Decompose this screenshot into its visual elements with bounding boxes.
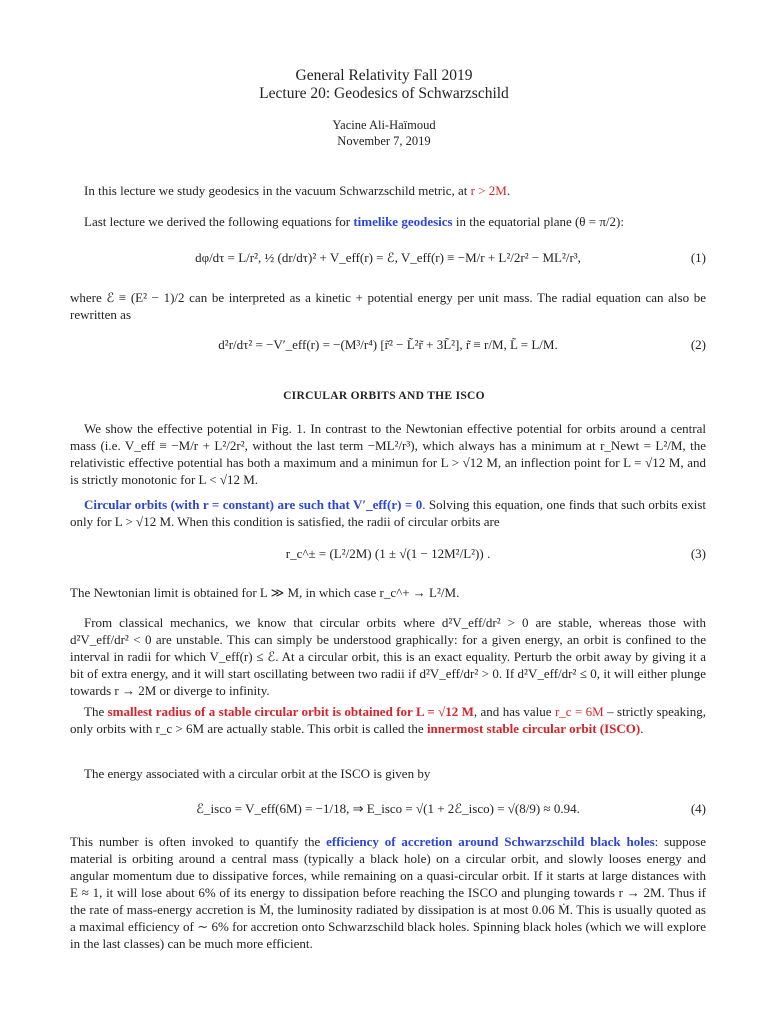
isco-highlight-1: smallest radius of a stable circular orbit is obtained for L = √12 M [107,704,474,719]
isco-paragraph [70,703,706,737]
intro-p2-start: Last lecture we derived the following equations for [84,214,354,229]
intro-p1-text: In this lecture we study geodesics in the vacuum Schwarzschild metric, at [84,183,471,198]
lecture-title-line1: General Relativity Fall 2019 [295,67,473,84]
intro-p2-highlight: timelike geodesics [353,214,453,229]
intro-paragraph-1 [70,182,706,199]
isco-p-mid1: , and has value [473,704,555,719]
equation-4: ℰ_isco = V_eff(6M) = −1/18, ⇒ E_isco = √(1 + 2ℰ_isco) = √(8/9) ≈ 0.94. [196,801,580,816]
circular-paragraph-2 [70,496,706,530]
equation-2-number: (2) [690,337,706,352]
equation-1: dφ/dτ = L/r², ½ (dr/dτ)² + V_eff(r) = ℰ, V_eff(r) ≡ −M/r + L²/2r² − ML²/r³, [195,250,581,265]
author-name: Yacine Ali-Haïmoud [332,118,436,132]
equation-3-number: (3) [690,546,706,561]
intro-p2-end: in the equatorial plane (θ = π/2): [452,214,624,229]
intro-paragraph-2 [70,213,706,230]
section-heading: CIRCULAR ORBITS AND THE ISCO [283,390,485,402]
intro-p1-highlight: r > 2M [470,183,507,198]
isco-p-mid2: – strictly speaking, only orbits with r_c > 6M are actually stable. This orbit is called the [70,704,706,736]
isco-highlight-2: r_c = 6M [554,704,604,719]
newtonian-limit-paragraph: The Newtonian limit is obtained for L ≫ M, in which case r_c^+ → L²/M. [70,585,460,600]
accretion-efficiency-paragraph [70,833,706,952]
equation-2: d²r/dτ² = −V′_eff(r) = −(M³/r⁴) [r̃² − L̃²r̃ + 3L̃²], r̃ ≡ r/M, L̃ = L/M. [218,337,558,352]
isco-p-start: The [84,704,108,719]
circular-p2-rest: . Solving this equation, one finds that such orbits exist only for L > √12 M. When this condition is satisfied, the radii of circular orbits are [70,497,706,529]
lecture-date: November 7, 2019 [337,134,431,148]
isco-p-end: . [640,721,644,736]
accretion-highlight: efficiency of accretion around Schwarzschild black holes [326,834,655,849]
equation-1-number: (1) [690,250,706,265]
lecture-title-line2: Lecture 20: Geodesics of Schwarzschild [259,85,509,102]
accretion-p-rest: : suppose material is orbiting around a central mass (typically a black hole) on a circular orbit, and slowly looses energy and angular momentum due to dissipative forces, while remaining on a quasi-circular orbit. If it starts at large distances with E ≈ 1, it will lose about 6% of its energy to dissipation before reaching the ISCO and plunging towards r → 2M. Thus if the rate of mass-energy accretion is Ṁ, the luminosity radiated by dissipation is at most 0.06 Ṁ. This is usually quoted as a maximal efficiency of ∼ 6% for accretion onto Schwarzschild black holes. Spinning black holes (which we will explore in the last classes) can be much more efficient. [70,834,707,951]
circular-p2-highlight: Circular orbits (with r = constant) are such that V′_eff(r) = 0 [84,497,423,512]
intro-p1-end: . [506,183,511,198]
after-eq1-paragraph: where ℰ ≡ (E² − 1)/2 can be interpreted as a kinetic + potential energy per unit mass. The radial equation can also be rewritten as [70,290,706,322]
stability-paragraph: From classical mechanics, we know that circular orbits where d²V_eff/dr² > 0 are stable, whereas those with d²V_eff/dr² < 0 are unstable. This can simply be understood graphically: for a given energy, an orbit is confined to the interval in radii for which V_eff(r) ≤ ℰ. At a circular orbit, this is an exact equality. Perturb the orbit away by giving it a bit of extra energy, and it will start oscillating between two radii if d²V_eff/dr² > 0. If d²V_eff/dr² ≤ 0, it will either plunge towards r → 2M or diverge to infinity. [70,615,706,698]
isco-highlight-3: innermost stable circular orbit (ISCO) [426,721,641,736]
equation-3: r_c^± = (L²/2M) (1 ± √(1 − 12M²/L²)) . [285,546,491,561]
equation-4-number: (4) [690,801,706,816]
circular-paragraph-1: We show the effective potential in Fig. 1. In contrast to the Newtonian effective potential for orbits around a central mass (i.e. V_eff ≡ −M/r + L²/2r², without the last term −ML²/r³), which always has a minimum at r_Newt = L²/M, the relativistic effective potential has both a maximum and a minimun for L > √12 M, an inflection point for L = √12 M, and is strictly monotonic for L < √12 M. [70,421,706,487]
isco-energy-intro: The energy associated with a circular orbit at the ISCO is given by [84,766,431,781]
accretion-p-start: This number is often invoked to quantify the [70,834,327,849]
